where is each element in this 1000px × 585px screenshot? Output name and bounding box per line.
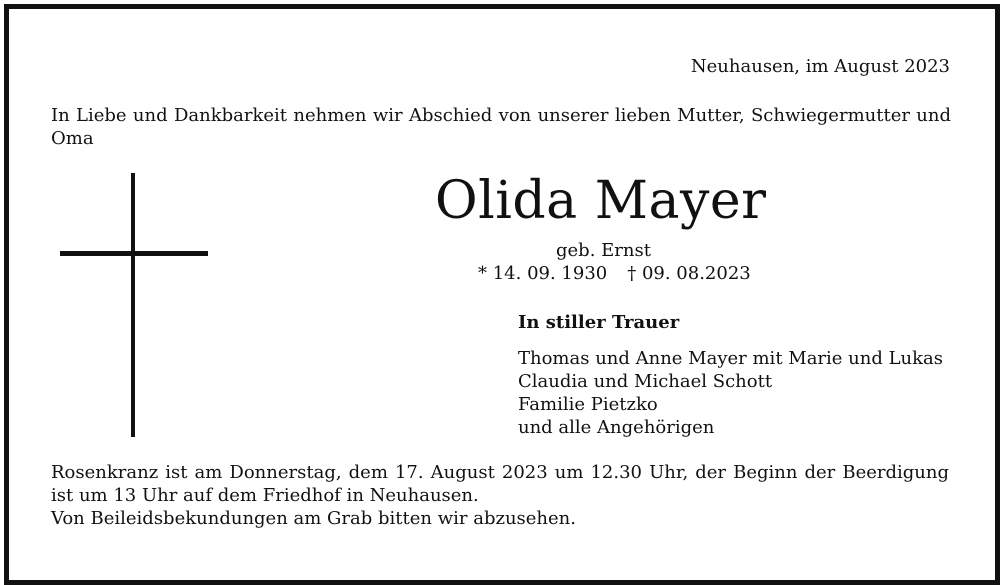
cross-horizontal-bar (60, 251, 208, 256)
mourning-title: In stiller Trauer (518, 312, 680, 333)
mourner-line: Thomas und Anne Mayer mit Marie und Lukas (518, 348, 944, 369)
cross-vertical-bar (131, 173, 135, 437)
cross-icon (60, 173, 208, 437)
closing-section (51, 461, 949, 530)
deceased-name: Olida Mayer (435, 171, 767, 231)
death-date: † 09. 08.2023 (627, 263, 751, 284)
birth-date: * 14. 09. 1930 (478, 263, 608, 284)
funeral-info: Rosenkranz ist am Donnerstag, dem 17. August 2023 um 12.30 Uhr, der Beginn der Beerdigung ist um 13 Uhr auf dem Friedhof in Neuhausen. (51, 462, 949, 506)
condolence-note: Von Beileidsbekundungen am Grab bitten wir abzusehen. (51, 508, 576, 529)
life-dates (478, 262, 751, 285)
intro-text: In Liebe und Dankbarkeit nehmen wir Abschied von unserer lieben Mutter, Schwiegermutter und Oma (51, 105, 951, 149)
maiden-name: geb. Ernst (556, 240, 651, 261)
mourner-line: und alle Angehörigen (518, 417, 715, 438)
mourner-line: Familie Pietzko (518, 394, 658, 415)
mourners-list (518, 347, 943, 439)
place-date: Neuhausen, im August 2023 (690, 56, 950, 77)
mourner-line: Claudia und Michael Schott (518, 371, 773, 392)
